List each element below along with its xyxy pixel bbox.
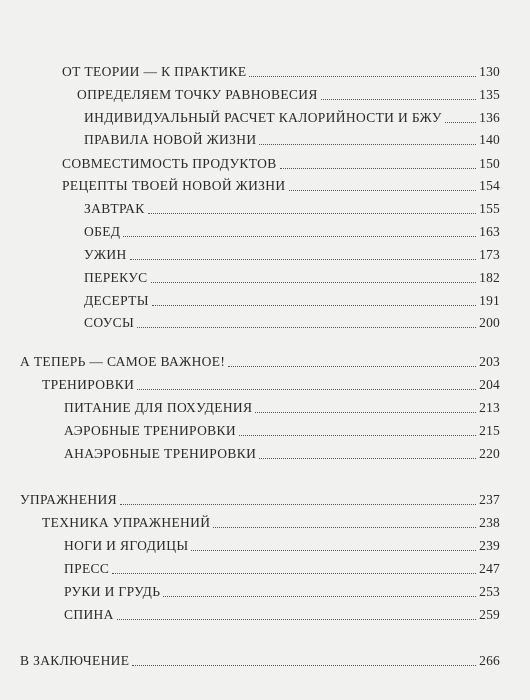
dot-leader <box>280 168 477 169</box>
toc-entry <box>64 536 500 556</box>
dot-leader <box>255 412 476 413</box>
toc-entry <box>84 291 500 311</box>
toc-entry <box>62 176 500 196</box>
dot-leader <box>289 190 477 191</box>
dot-leader <box>123 236 476 237</box>
dot-leader <box>117 619 476 620</box>
toc-entry-page: 259 <box>479 607 500 622</box>
dot-leader <box>137 389 476 390</box>
toc-entry-title: УПРАЖНЕНИЯ <box>20 492 117 507</box>
toc-entry <box>77 85 500 105</box>
toc-entry-page: 204 <box>479 377 500 392</box>
dot-leader <box>191 550 476 551</box>
toc-entry-title: ПИТАНИЕ ДЛЯ ПОХУДЕНИЯ <box>64 400 253 415</box>
dot-leader <box>249 76 476 77</box>
toc-entry <box>84 313 500 333</box>
toc-entry-title: ИНДИВИДУАЛЬНЫЙ РАСЧЕТ КАЛОРИЙНОСТИ И БЖУ <box>84 110 442 125</box>
dot-leader <box>228 366 476 367</box>
toc-entry-page: 200 <box>479 315 500 330</box>
toc-entry <box>64 582 500 602</box>
toc-entry <box>20 651 500 671</box>
dot-leader <box>148 213 477 214</box>
dot-leader <box>120 504 476 505</box>
toc-entry-page: 239 <box>479 538 500 553</box>
toc-entry-title: АЭРОБНЫЕ ТРЕНИРОВКИ <box>64 423 236 438</box>
toc-entry <box>64 605 500 625</box>
toc-entry-title: ПЕРЕКУС <box>84 270 148 285</box>
toc-entry <box>64 559 500 579</box>
toc-entry <box>62 154 500 174</box>
toc-entry-page: 247 <box>479 561 500 576</box>
dot-leader <box>213 527 476 528</box>
toc-entry-title: СПИНА <box>64 607 114 622</box>
toc-entry-page: 135 <box>479 87 500 102</box>
toc-entry-page: 237 <box>479 492 500 507</box>
toc-entry <box>64 398 500 418</box>
toc-entry-title: ТРЕНИРОВКИ <box>42 377 135 392</box>
toc-entry <box>64 444 500 464</box>
dot-leader <box>152 305 476 306</box>
toc-entry-title: ПРАВИЛА НОВОЙ ЖИЗНИ <box>84 132 257 147</box>
toc-entry-title: А ТЕПЕРЬ — САМОЕ ВАЖНОЕ! <box>20 354 226 369</box>
toc-entry-page: 173 <box>479 247 500 262</box>
toc-entry-page: 140 <box>479 132 500 147</box>
toc-entry-page: 215 <box>479 423 500 438</box>
toc-entry <box>20 352 500 372</box>
dot-leader <box>445 122 476 123</box>
dot-leader <box>132 665 476 666</box>
toc-entry-title: СОУСЫ <box>84 315 135 330</box>
toc-entry-title: СОВМЕСТИМОСТЬ ПРОДУКТОВ <box>62 156 277 171</box>
toc-entry-page: 182 <box>479 270 500 285</box>
dot-leader <box>259 458 476 459</box>
dot-leader <box>321 99 476 100</box>
toc-entry-title: ОБЕД <box>84 224 121 239</box>
toc-entry-page: 163 <box>479 224 500 239</box>
toc-entry-page: 136 <box>479 110 500 125</box>
toc-entry-page: 220 <box>479 446 500 461</box>
dot-leader <box>137 327 476 328</box>
toc-entry <box>64 421 500 441</box>
toc-entry-page: 154 <box>479 178 500 193</box>
dot-leader <box>112 573 476 574</box>
toc-entry-title: НОГИ И ЯГОДИЦЫ <box>64 538 189 553</box>
toc-entry-page: 253 <box>479 584 500 599</box>
toc-entry-title: УЖИН <box>84 247 127 262</box>
dot-leader <box>130 259 477 260</box>
toc-entry <box>62 62 500 82</box>
toc-entry-page: 266 <box>479 653 500 668</box>
dot-leader <box>151 282 477 283</box>
toc-entry <box>42 513 500 533</box>
toc-entry-page: 213 <box>479 400 500 415</box>
toc-entry-page: 130 <box>479 64 500 79</box>
toc-entry-title: В ЗАКЛЮЧЕНИЕ <box>20 653 130 668</box>
dot-leader <box>239 435 476 436</box>
toc-entry-title: РУКИ И ГРУДЬ <box>64 584 161 599</box>
toc-entry-title: ЗАВТРАК <box>84 201 145 216</box>
toc-entry-page: 150 <box>479 156 500 171</box>
toc-entry-title: АНАЭРОБНЫЕ ТРЕНИРОВКИ <box>64 446 257 461</box>
toc-entry-title: РЕЦЕПТЫ ТВОЕЙ НОВОЙ ЖИЗНИ <box>62 178 286 193</box>
toc-entry-title: ОТ ТЕОРИИ — К ПРАКТИКЕ <box>62 64 247 79</box>
toc-entry <box>84 130 500 150</box>
toc-entry-page: 238 <box>479 515 500 530</box>
toc-entry <box>84 199 500 219</box>
toc-entry-title: ОПРЕДЕЛЯЕМ ТОЧКУ РАВНОВЕСИЯ <box>77 87 318 102</box>
toc-entry-page: 155 <box>479 201 500 216</box>
toc-entry <box>84 268 500 288</box>
dot-leader <box>259 144 476 145</box>
toc-entry <box>20 490 500 510</box>
toc-entry <box>84 108 500 128</box>
toc-entry-title: ТЕХНИКА УПРАЖНЕНИЙ <box>42 515 211 530</box>
toc-entry-page: 203 <box>479 354 500 369</box>
toc-entry-title: ДЕСЕРТЫ <box>84 293 149 308</box>
toc-entry-page: 191 <box>479 293 500 308</box>
dot-leader <box>163 596 476 597</box>
toc-entry <box>42 375 500 395</box>
toc-entry <box>84 245 500 265</box>
toc-entry-title: ПРЕСС <box>64 561 110 576</box>
toc-entry <box>84 222 500 242</box>
